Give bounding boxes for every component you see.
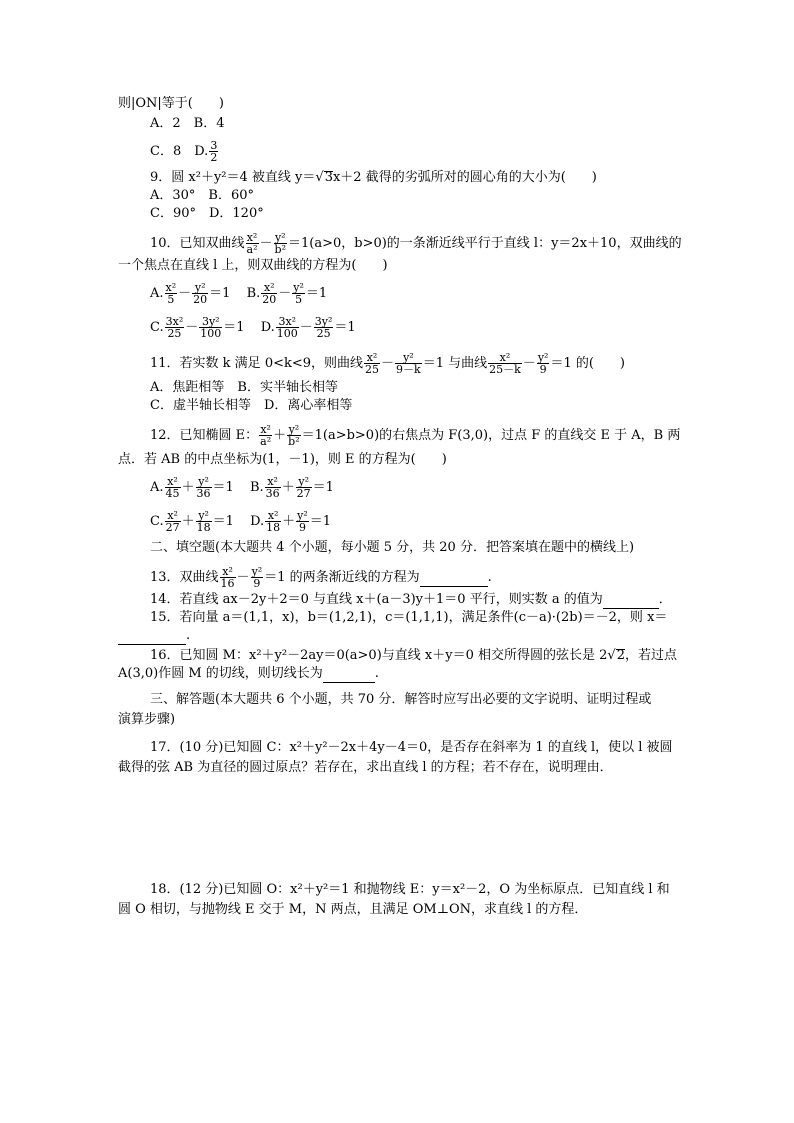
q12-option-c: C. $\frac{\text{x²}}{27}$ ＋ $\frac{\text{y²}}{18}$ ＝1 xyxy=(150,509,234,534)
q10-options-cd xyxy=(150,316,356,339)
q8-option-d-fraction: $\frac{3}{2}$ xyxy=(210,139,218,164)
q16-answer-blank[interactable] xyxy=(323,666,375,683)
q8-options-cd: C．8 D. $\frac{3}{2}$ xyxy=(150,139,218,164)
q9-options-ab: A．30° B．60° xyxy=(150,188,255,203)
q16-stem: 16．已知圆 M：x²＋y²－2ay＝0(a>0)与直线 x＋y＝0 相交所得圆的弦长是 2√2，若过点 xyxy=(150,648,677,663)
q11-options-cd: C．虚半轴长相等 D．离心率相等 xyxy=(150,398,353,413)
q13-answer-blank[interactable] xyxy=(420,570,488,587)
q16-stem-cont: A(3,0)作圆 M 的切线，则切线长为 . xyxy=(118,666,379,681)
q12-option-b: B. $\frac{\text{x²}}{36}$ ＋ $\frac{\text{y²}}{27}$ ＝1 xyxy=(249,475,334,500)
q14-answer-blank[interactable] xyxy=(603,592,659,609)
q10-options-ab xyxy=(150,282,327,305)
q10-option-c: C. $\frac{\text{3x²}}{25}$ － $\frac{\text{3y²}}{100}$ ＝1 xyxy=(150,315,245,340)
q15-stem: 15．若向量 a＝(1,1，x)，b＝(1,2,1)，c＝(1,1,1)，满足条件(c－a)·(2b)＝－2，则 x＝ xyxy=(150,610,668,625)
q10-stem-cont: 一个焦点在直线 l 上，则双曲线的方程为( ) xyxy=(118,258,388,273)
q10-stem: 10．已知双曲线 $\frac{\text{x²}}{\text{a²}}$ － $\frac{\text{y²}}{\text{b²}}$ ＝1(a>0，b>0)的一条渐近线平行于直线 l：y＝2x＋10，双曲线的 xyxy=(150,231,682,256)
q9-stem: 9．圆 x²＋y²＝4 被直线 y＝√3x＋2 截得的劣弧所对的圆心角的大小为( ) xyxy=(150,170,597,185)
q11-options-ab: A．焦距相等 B．实半轴长相等 xyxy=(150,380,338,395)
q11-stem: 11．若实数 k 满足 0<k<9，则曲线 $\frac{\text{x²}}{25}$ － $\frac{\text{y²}}{9-k}$ ＝1 与曲线 $\frac{\text{x²}}{25-k}$ － $\frac{\text{y²}}{9}$ ＝1 的( ) xyxy=(150,351,625,376)
q14-stem: 14．若直线 ax－2y＋2＝0 与直线 x＋(a－3)y＋1＝0 平行，则实数 a 的值为 ． xyxy=(150,592,672,607)
q8-options-ab: A．2 B．4 xyxy=(150,116,225,131)
section-3-heading: 三、解答题(本大题共 6 个小题，共 70 分．解答时应写出必要的文字说明、证明过程或 xyxy=(150,692,652,707)
q12-stem: 12．已知椭圆 E： $\frac{\text{x²}}{\text{a²}}$ ＋ $\frac{\text{y²}}{\text{b²}}$ ＝1(a>b>0)的右焦点为 F(3,0)，过点 F 的直线交 E 于 A，B 两 xyxy=(150,423,681,448)
q12-stem-cont: 点．若 AB 的中点坐标为(1，－1)，则 E 的方程为( ) xyxy=(118,452,447,467)
q17-stem: 17．(10 分)已知圆 C：x²＋y²－2x＋4y－4＝0，是否存在斜率为 1 的直线 l，使以 l 被圆 xyxy=(150,740,673,755)
q8-stem: 则|ON|等于( ) xyxy=(118,96,224,111)
section-2-heading: 二、填空题(本大题共 4 个小题，每小题 5 分，共 20 分．把答案填在题中的横线上) xyxy=(150,540,635,555)
q10-option-a: A. $\frac{\text{x²}}{5}$ － $\frac{\text{y²}}{20}$ ＝1 xyxy=(150,281,231,306)
section-3-heading-cont: 演算步骤) xyxy=(118,712,176,727)
q10-option-d: D. $\frac{\text{3x²}}{100}$ － $\frac{\text{3y²}}{25}$ ＝1 xyxy=(260,315,356,340)
q13-stem: 13．双曲线 $\frac{\text{x²}}{16}$ － $\frac{\text{y²}}{9}$ ＝1 的两条渐近线的方程为 . xyxy=(150,565,492,590)
q18-stem: 18．(12 分)已知圆 O：x²＋y²＝1 和抛物线 E：y＝x²－2，O 为坐标原点．已知直线 l 和 xyxy=(150,882,670,897)
q12-options-ab xyxy=(150,476,334,499)
q17-stem-cont: 截得的弦 AB 为直径的圆过原点？若存在，求出直线 l 的方程；若不存在，说明理由． xyxy=(118,760,613,775)
q15-answer-blank[interactable] xyxy=(118,628,186,645)
q12-option-a: A. $\frac{\text{x²}}{45}$ ＋ $\frac{\text{y²}}{36}$ ＝1 xyxy=(150,475,234,500)
q18-stem-cont: 圆 O 相切，与抛物线 E 交于 M，N 两点，且满足 OM⊥ON，求直线 l 的方程． xyxy=(118,902,588,917)
q12-options-cd xyxy=(150,510,331,533)
q12-option-d: D. $\frac{\text{x²}}{18}$ ＋ $\frac{\text{y²}}{9}$ ＝1 xyxy=(250,509,332,534)
q10-option-b: B. $\frac{\text{x²}}{20}$ － $\frac{\text{y²}}{5}$ ＝1 xyxy=(246,281,328,306)
q9-options-cd: C．90° D．120° xyxy=(150,206,264,221)
q15-answer-line: . xyxy=(118,628,190,645)
